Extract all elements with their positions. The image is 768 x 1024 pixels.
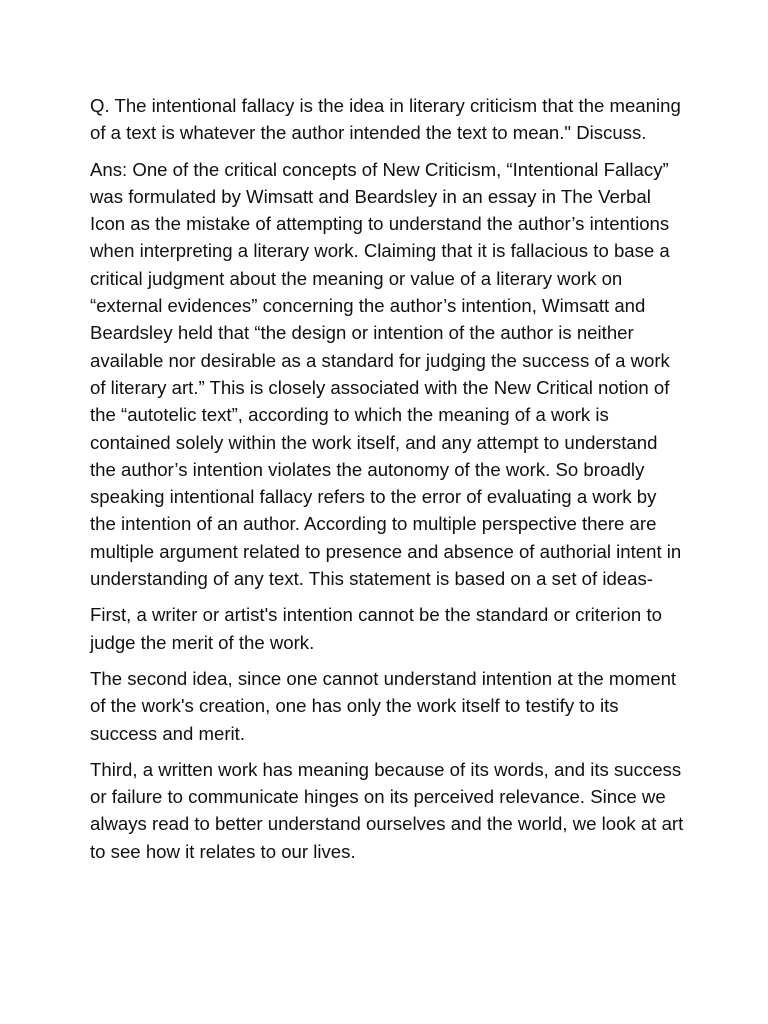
point-third-paragraph: Third, a written work has meaning because of its words, and its success or failure to communicate hinges on its perceived relevance. Since we always read to better understand ourselves and the world, we look at art to see how it relates to our lives.	[90, 758, 684, 862]
answer-paragraph: Ans: One of the critical concepts of New Criticism, “Intentional Fallacy” was formulated by Wimsatt and Beardsley in an essay in The Verbal Icon as the mistake of attempting to understand the author’s intentions when interpreting a literary work. Claiming that it is fallacious to base a critical judgment about the meaning or value of a literary work on “external evidences” concerning the author’s intention, Wimsatt and Beardsley held that “the design or intention of the author is neither available nor desirable as a standard for judging the success of a work of literary art.” This is closely associated with the New Critical notion of the “autotelic text”, according to which the meaning of a work is contained solely within the work itself, and any attempt to understand the author’s intention violates the autonomy of the work. So broadly speaking intentional fallacy refers to the error of evaluating a work by the intention of an author. According to multiple perspective there are multiple argument related to presence and absence of authorial intent in understanding of any text. This statement is based on a set of ideas-	[90, 158, 682, 590]
question-paragraph: Q. The intentional fallacy is the idea in literary criticism that the meaning of a text is whatever the author intended the text to mean." Discuss.	[90, 95, 681, 144]
point-second-paragraph: The second idea, since one cannot understand intention at the moment of the work's creation, one has only the work itself to testify to its success and merit.	[90, 667, 677, 744]
point-first-paragraph: First, a writer or artist's intention cannot be the standard or criterion to judge the merit of the work.	[90, 604, 662, 653]
document-body	[90, 92, 685, 874]
